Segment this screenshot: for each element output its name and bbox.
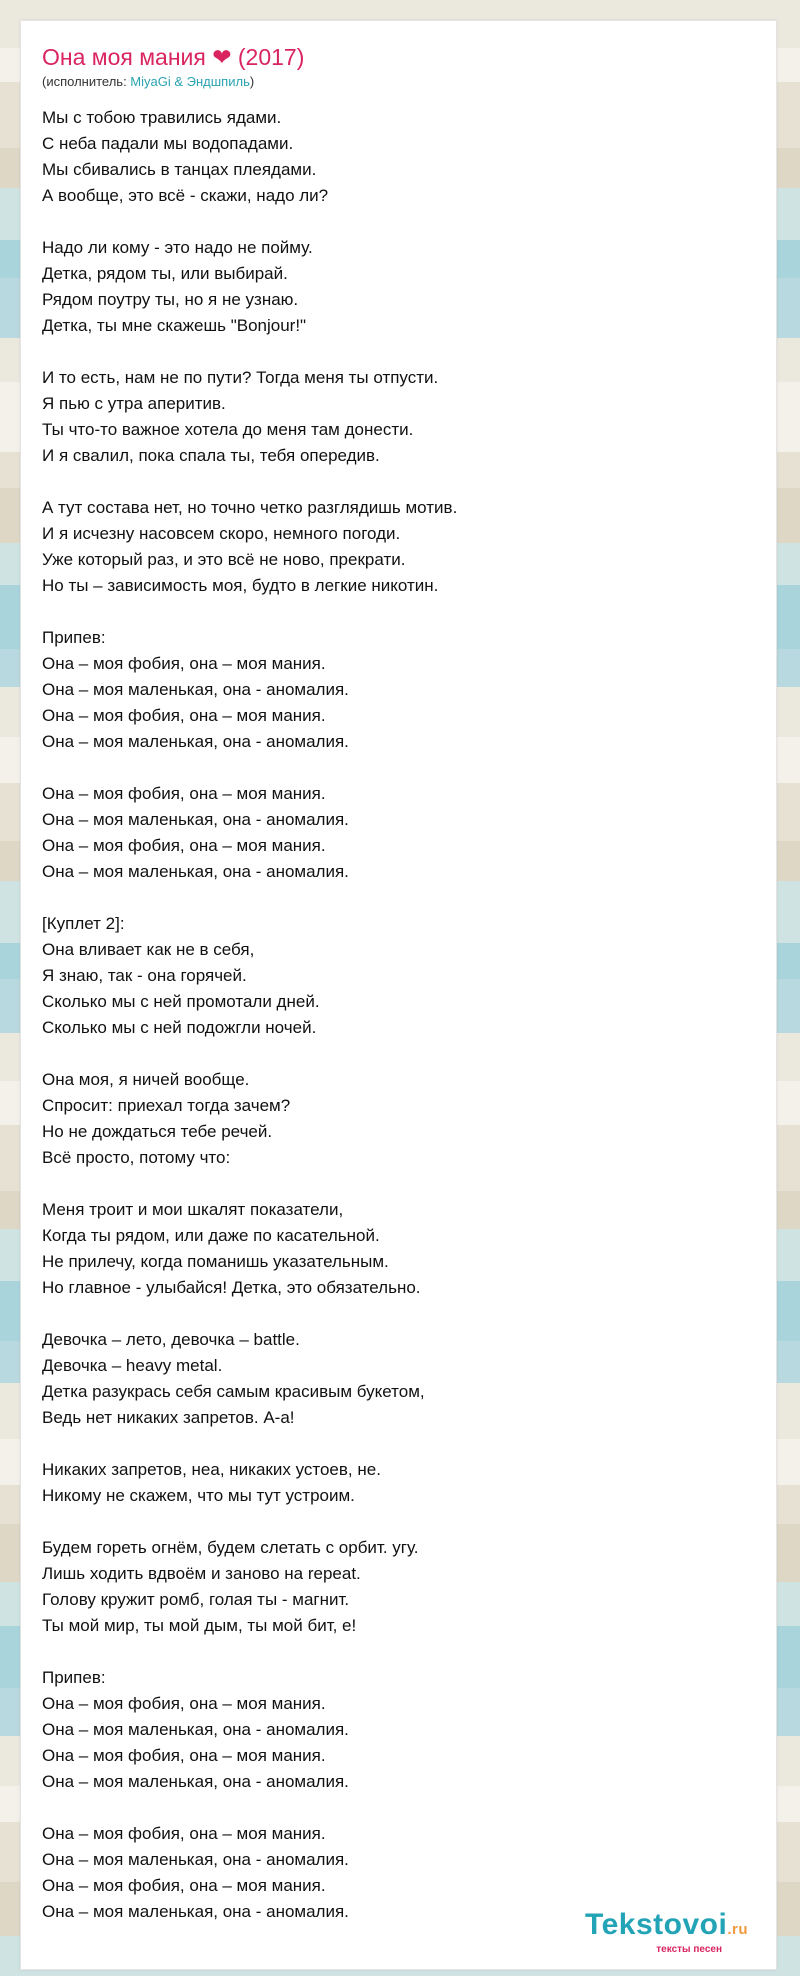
lyrics-line: Сколько мы с ней промотали дней. [42, 992, 320, 1011]
lyrics-line: Припев: [42, 1668, 106, 1687]
lyrics-line: Она – моя фобия, она – моя мания. [42, 1876, 326, 1895]
lyrics-stanza [42, 1457, 762, 1509]
lyrics-line: Меня троит и мои шкалят показатели, [42, 1200, 344, 1219]
lyrics-line: [Куплет 2]: [42, 914, 125, 933]
lyrics-line: Когда ты рядом, или даже по касательной. [42, 1226, 380, 1245]
lyrics-line: Детка, ты мне скажешь "Bonjour!" [42, 316, 307, 335]
lyrics-line: А тут состава нет, но точно четко разглядишь мотив. [42, 498, 458, 517]
lyrics-line: Но ты – зависимость моя, будто в легкие никотин. [42, 576, 439, 595]
lyrics-line: Девочка – лето, девочка – battle. [42, 1330, 300, 1349]
lyrics-line: Она – моя фобия, она – моя мания. [42, 706, 326, 725]
lyrics-line: Никому не скажем, что мы тут устроим. [42, 1486, 355, 1505]
artist-prefix: (исполнитель: [42, 74, 131, 89]
lyrics-stanza [42, 1665, 762, 1795]
lyrics-line: Ведь нет никаких запретов. А-а! [42, 1408, 295, 1427]
lyrics-line: С неба падали мы водопадами. [42, 134, 294, 153]
song-title: Она моя мания ❤ (2017) [42, 44, 305, 70]
lyrics-line: А вообще, это всё - скажи, надо ли? [42, 186, 329, 205]
lyrics-line: Она вливает как не в себя, [42, 940, 255, 959]
lyrics-stanza [42, 781, 762, 885]
lyrics-line: И я свалил, пока спала ты, тебя опередив. [42, 446, 380, 465]
lyrics-stanza [42, 1327, 762, 1431]
lyrics-line: Но не дождаться тебе речей. [42, 1122, 273, 1141]
lyrics-line: Она – моя маленькая, она - аномалия. [42, 1772, 349, 1791]
lyrics-line: Будем гореть огнём, будем слетать с орбит. угу. [42, 1538, 419, 1557]
artist-line [42, 74, 254, 90]
lyrics-line: Она – моя фобия, она – моя мания. [42, 836, 326, 855]
lyrics-card [20, 20, 777, 1970]
lyrics-stanza [42, 235, 762, 339]
lyrics-line: Детка разукрась себя самым красивым букетом, [42, 1382, 425, 1401]
lyrics-line: Припев: [42, 628, 106, 647]
lyrics-stanza [42, 495, 762, 599]
lyrics-stanza [42, 1535, 762, 1639]
lyrics-line: Не прилечу, когда поманишь указательным. [42, 1252, 389, 1271]
lyrics-line: Она – моя маленькая, она - аномалия. [42, 680, 349, 699]
lyrics-stanza [42, 911, 762, 1041]
lyrics-stanza [42, 1067, 762, 1171]
lyrics-line: Спросит: приехал тогда зачем? [42, 1096, 291, 1115]
lyrics-line: Голову кружит ромб, голая ты - магнит. [42, 1590, 350, 1609]
lyrics-stanza [42, 365, 762, 469]
lyrics-stanza [42, 625, 762, 755]
lyrics-line: Она – моя фобия, она – моя мания. [42, 1746, 326, 1765]
lyrics-line: Рядом поутру ты, но я не узнаю. [42, 290, 299, 309]
lyrics-line: Ты мой мир, ты мой дым, ты мой бит, е! [42, 1616, 357, 1635]
lyrics-line: Мы с тобою травились ядами. [42, 108, 282, 127]
lyrics-line: Сколько мы с ней подожгли ночей. [42, 1018, 317, 1037]
lyrics-line: Лишь ходить вдвоём и заново на repeat. [42, 1564, 361, 1583]
lyrics-line: Всё просто, потому что: [42, 1148, 231, 1167]
lyrics-line: Ты что-то важное хотела до меня там донести. [42, 420, 414, 439]
lyrics-line: Она – моя маленькая, она - аномалия. [42, 1902, 349, 1921]
lyrics-line: И то есть, нам не по пути? Тогда меня ты отпусти. [42, 368, 439, 387]
lyrics-text [42, 105, 762, 1951]
lyrics-stanza [42, 105, 762, 209]
lyrics-line: Она – моя маленькая, она - аномалия. [42, 732, 349, 751]
lyrics-line: Она моя, я ничей вообще. [42, 1070, 250, 1089]
lyrics-line: Мы сбивались в танцах плеядами. [42, 160, 317, 179]
lyrics-line: Она – моя маленькая, она - аномалия. [42, 810, 349, 829]
lyrics-line: Я знаю, так - она горячей. [42, 966, 247, 985]
lyrics-line: Она – моя фобия, она – моя мания. [42, 1824, 326, 1843]
lyrics-stanza [42, 1197, 762, 1301]
lyrics-line: Детка, рядом ты, или выбирай. [42, 264, 288, 283]
lyrics-line: Никаких запретов, неа, никаких устоев, не. [42, 1460, 381, 1479]
lyrics-line: Уже который раз, и это всё не ново, прекрати. [42, 550, 406, 569]
lyrics-line: Я пью с утра аперитив. [42, 394, 226, 413]
logo-wordmark [585, 1909, 748, 1946]
lyrics-line: Она – моя маленькая, она - аномалия. [42, 1720, 349, 1739]
artist-link[interactable]: MiyaGi & Эндшпиль [130, 74, 250, 89]
lyrics-line: Она – моя фобия, она – моя мания. [42, 1694, 326, 1713]
lyrics-line: Девочка – heavy metal. [42, 1356, 223, 1375]
lyrics-line: Она – моя фобия, она – моя мания. [42, 784, 326, 803]
artist-suffix: ) [249, 74, 255, 89]
lyrics-line: Но главное - улыбайся! Детка, это обязательно. [42, 1278, 421, 1297]
lyrics-line: Надо ли кому - это надо не пойму. [42, 238, 313, 257]
lyrics-line: Она – моя маленькая, она - аномалия. [42, 1850, 349, 1869]
logo-tld: .ru [727, 1921, 748, 1938]
lyrics-line: Она – моя маленькая, она - аномалия. [42, 862, 349, 881]
logo-brand: Tekstovoi [585, 1908, 728, 1941]
logo-tagline: тексты песен [656, 1944, 722, 1955]
site-logo[interactable] [585, 1909, 748, 1955]
lyrics-line: Она – моя фобия, она – моя мания. [42, 654, 326, 673]
lyrics-line: И я исчезну насовсем скоро, немного погоди. [42, 524, 401, 543]
